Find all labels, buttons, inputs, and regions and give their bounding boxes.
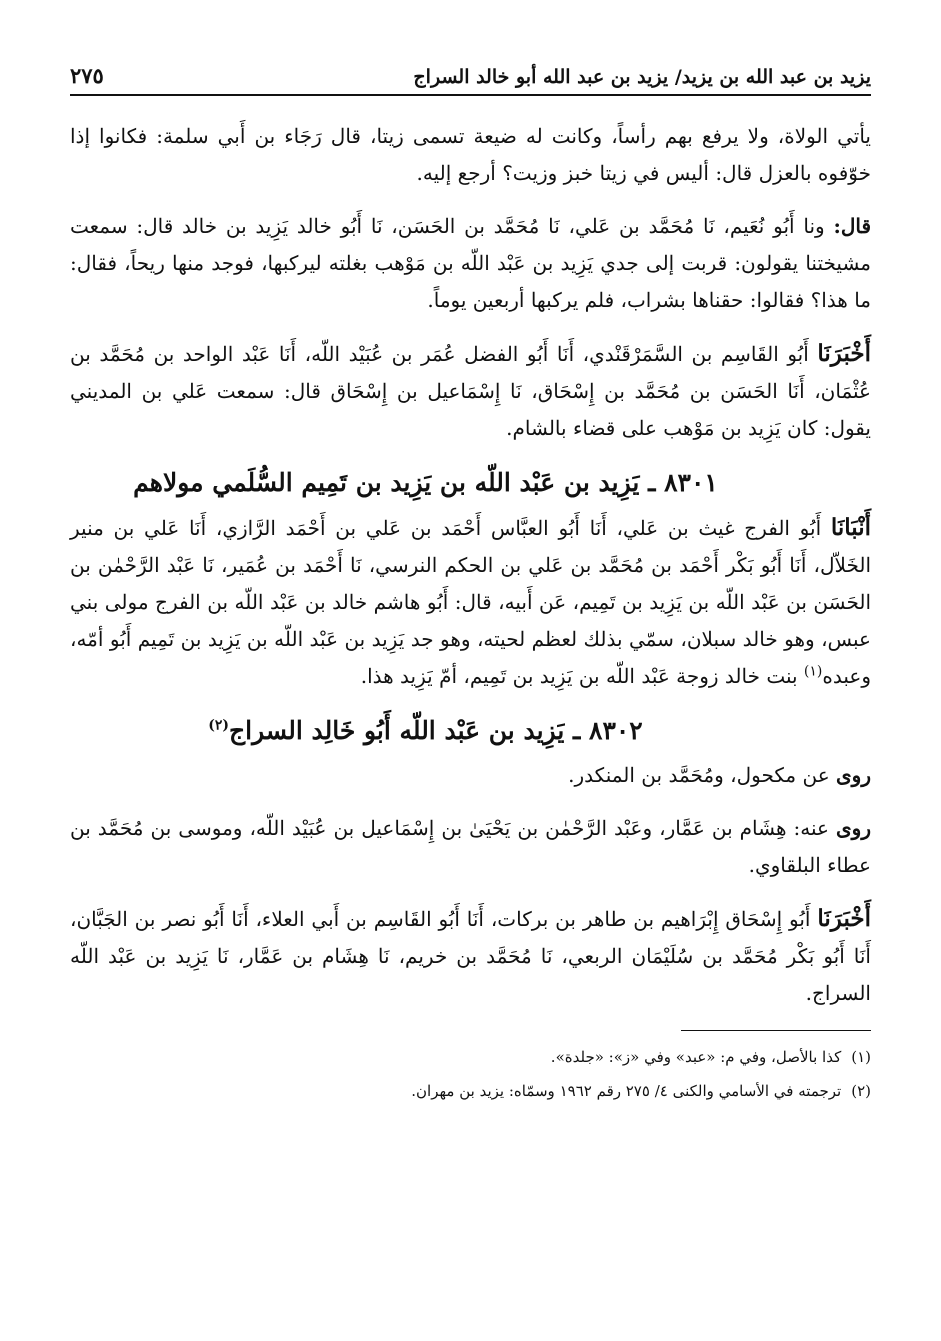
paragraph-lead: أَخْبَرَنَا <box>817 905 871 932</box>
paragraph-text: أَبُو القَاسِم بن السَّمَرْقَنْدي، أَنَا أَبُو الفضل عُمَر بن عُبَيْد اللّه، أَنَا عَبْد الواحد بن مُحَمَّد بن عُثْمَان، أَنَا الحَسَن بن مُحَمَّد بن إِسْحَاق، نَا إِسْمَاعيل بن إِسْحَاق قال: سمعت عَلي بن المديني يقول: كان يَزِيد بن مَوْهب على قضاء بالشام. <box>70 342 871 440</box>
entry-heading-text: ٨٣٠٢ ـ يَزِيد بن عَبْد اللّه أَبُو خَالِد السراج <box>229 716 643 745</box>
paragraph-4 <box>70 509 871 695</box>
paragraph-text: يأتي الولاة، ولا يرفع بهم رأساً، وكانت له ضيعة تسمى زيتا، قال رَجَاء بن أَبي سلمة: فكانوا إذا خوّفوه بالعزل قال: أليس في زيتا خبز وزيت؟ أرجع إليه. <box>70 124 871 185</box>
page-number: ٢٧٥ <box>70 63 104 88</box>
footnote-number: (٢) <box>851 1082 871 1100</box>
paragraph-text: أَبُو إِسْحَاق إِبْرَاهيم بن طاهر بن بركات، أَنَا أَبُو القَاسِم بن أَبي العلاء، أَنَا أَبُو نصر بن الجَبَّان، أَنَا أَبُو بَكْر مُحَمَّد بن سُلَيْمَان الربعي، نَا مُحَمَّد بن خريم، نَا هِشَام بن عَمَّار، نَا يَزِيد بن عَبْد اللّه السراج. <box>70 907 871 1005</box>
running-header <box>70 52 871 96</box>
entry-heading-text: ٨٣٠١ ـ يَزِيد بن عَبْد اللّه بن يَزِيد بن تَمِيم السُّلَمي مولاهم <box>133 468 718 497</box>
footnote-2 <box>70 1077 871 1105</box>
book-page <box>70 52 871 1111</box>
paragraph-5 <box>70 757 871 794</box>
running-title: يزيد بن عبد الله بن يزيد/ يزيد بن عبد الله أبو خالد السراج <box>413 66 871 88</box>
paragraph-1 <box>70 118 871 192</box>
page-body <box>70 118 871 1012</box>
paragraph-text: ونا أَبُو نُعَيم، نَا مُحَمَّد بن عَلي، نَا مُحَمَّد بن الحَسَن، نَا أَبُو خالد يَزِيد بن خالد قال: سمعت مشيختنا يقولون: قربت إلى جدي يَزِيد بن عَبْد اللّه بن مَوْهب بغلته ليركبها، فوجد منها ريحاً، فقال: ما هذا؟ فقالوا: حقناها بشراب، فلم يركبها أربعين يوماً. <box>70 214 871 312</box>
footnote-1 <box>70 1043 871 1071</box>
footnote-separator <box>411 1030 871 1105</box>
paragraph-lead: أَخْبَرَنَا <box>817 340 871 367</box>
paragraph-lead: روى <box>836 816 871 840</box>
footnote-ref-2: (٢) <box>208 717 230 734</box>
paragraph-2 <box>70 208 871 319</box>
paragraph-7 <box>70 900 871 1012</box>
footnote-ref-1: (١) <box>803 663 823 680</box>
paragraph-lead: قال: <box>833 214 872 238</box>
paragraph-6 <box>70 810 871 884</box>
entry-heading-8302 <box>70 711 871 751</box>
paragraph-text: أَبُو الفرج غيث بن عَلي، أَنَا أَبُو العبَّاس أَحْمَد بن عَلي بن أَحْمَد الرَّازي، أَنَا عَلي بن منير الخَلاّل، أَنَا أَبُو بَكْر أَحْمَد بن مُحَمَّد بن عَلي بن الحكم النرسي، نَا أَحْمَد بن عُمَير، نَا عَبْد الرَّحْمٰن بن الحَسَن بن عَبْد اللّه بن يَزِيد بن تَمِيم، عَن أَبيه، قال: أَبُو هاشم خالد بن عَبْد اللّه بن الفرج مولى بني عبس، وهو خالد سبلان، سمّي بذلك لعظم لحيته، وهو جد يَزِيد بن عَبْد اللّه بن يَزِيد بن تَمِيم أَبُو أمّه، وعبده <box>70 516 872 688</box>
paragraph-3 <box>70 335 871 447</box>
paragraph-text: عنه: هِشَام بن عَمَّار، وعَبْد الرَّحْمٰن بن يَحْيَىٰ بن إِسْمَاعيل بن عُبَيْد اللّه، وموسى بن مُحَمَّد بن عطاء البلقاوي. <box>70 816 871 877</box>
entry-heading-8301 <box>70 463 871 503</box>
footnote-number: (١) <box>851 1048 871 1066</box>
footnotes <box>70 1043 871 1105</box>
footnote-text: ترجمته في الأسامي والكنى ٤/ ٢٧٥ رقم ١٩٦٢ وسمّاه: يزيد بن مهران. <box>411 1082 842 1100</box>
paragraph-lead: أَنْبَانَا <box>830 514 872 541</box>
paragraph-text: عن مكحول، ومُحَمَّد بن المنكدر. <box>568 763 837 787</box>
paragraph-text-tail: بنت خالد زوجة عَبْد اللّه بن يَزِيد بن تَمِيم، أمّ يَزِيد هذا. <box>360 664 804 688</box>
footnote-text: كذا بالأصل، وفي م: «عبد» وفي «ز»: «جلدة». <box>550 1048 842 1066</box>
paragraph-lead: روى <box>836 763 871 787</box>
